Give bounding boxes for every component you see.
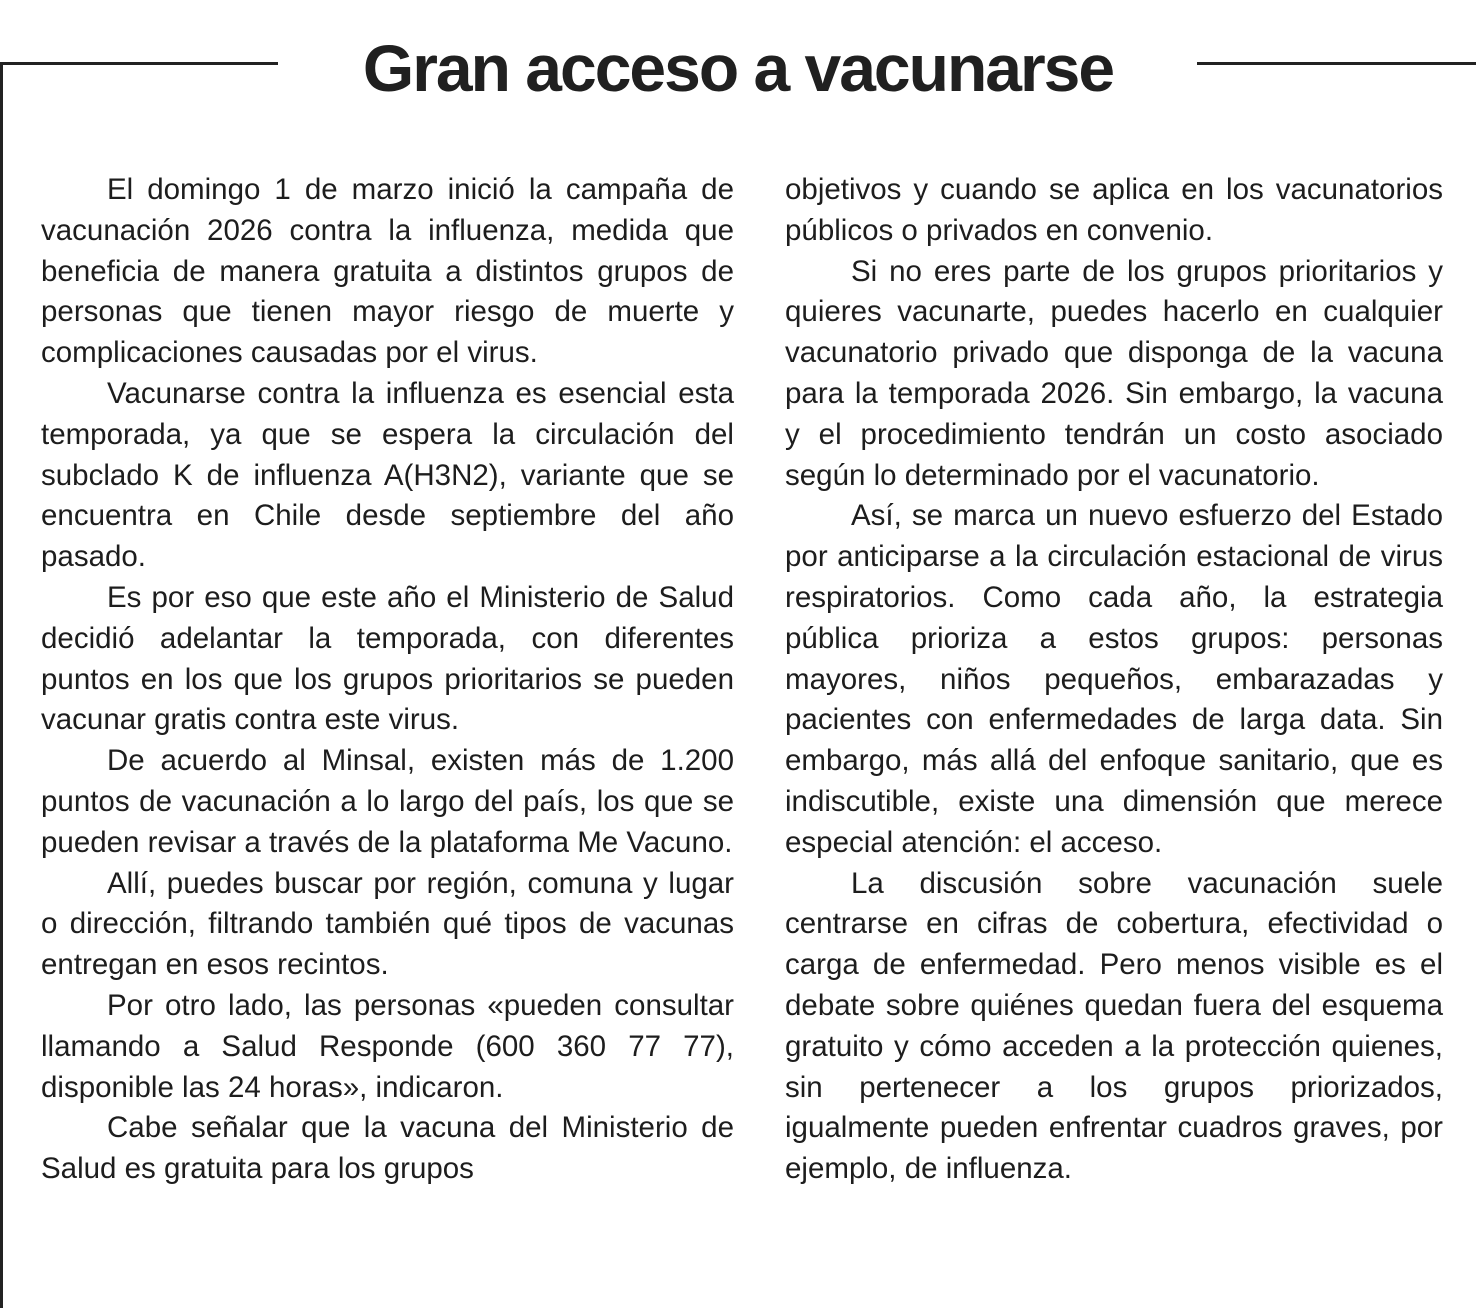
paragraph: Es por eso que este año el Ministerio de Salud decidió adelantar la temporada, con diferentes puntos en los que los grupos prioritarios se pueden vacunar gratis contra este virus. [41,580,734,737]
paragraph: Así, se marca un nuevo esfuerzo del Estado por anticiparse a la circulación estacional de virus respiratorios. Como cada año, la estrategia pública prioriza a estos grupos: personas mayores, niños pequeños, embarazadas y pacientes con enfermedades de larga data. Sin embargo, más allá del enfoque sanitario, que es indiscutible, existe una dimensión que merece especial atención: el acceso. [785,499,1443,859]
header-rule-left [0,62,278,65]
paragraph: Si no eres parte de los grupos prioritarios y quieres vacunarte, puedes hacerlo en cualquier vacunatorio privado que disponga de la vacuna para la temporada 2026. Sin embargo, la vacuna y el procedimiento tendrán un costo asociado según lo determinado por el vacunatorio. [785,254,1443,492]
frame-left-border [0,62,3,1308]
article-column-right [785,170,1443,1190]
paragraph: De acuerdo al Minsal, existen más de 1.200 puntos de vacunación a lo largo del país, los que se pueden revisar a través de la plataforma Me Vacuno. [41,744,734,859]
header-rule-right [1197,62,1476,65]
article-column-left [41,170,734,1190]
paragraph: Allí, puedes buscar por región, comuna y lugar o dirección, filtrando también qué tipos de vacunas entregan en esos recintos. [41,866,734,982]
paragraph: Por otro lado, las personas «pueden consultar llamando a Salud Responde (600 360 77 77), disponible las 24 horas», indicaron. [41,988,734,1104]
article-title: Gran acceso a vacunarse [362,31,1114,105]
paragraph: La discusión sobre vacunación suele centrarse en cifras de cobertura, efectividad o carga de enfermedad. Pero menos visible es el debate sobre quiénes quedan fuera del esquema gratuito y cómo acceden a la protección quienes, sin pertenecer a los grupos priorizados, igualmente pueden enfrentar cuadros graves, por ejemplo, de influenza. [785,866,1443,1186]
paragraph-continued: objetivos y cuando se aplica en los vacunatorios públicos o privados en convenio. [785,173,1443,247]
paragraph: Cabe señalar que la vacuna del Ministerio de Salud es gratuita para los grupos [41,1111,734,1186]
paragraph: Vacunarse contra la influenza es esencial esta temporada, ya que se espera la circulación del subclado K de influenza A(H3N2), variante que se encuentra en Chile desde septiembre del año pasado. [41,376,734,574]
paragraph: El domingo 1 de marzo inició la campaña de vacunación 2026 contra la influenza, medida que beneficia de manera gratuita a distintos grupos de personas que tienen mayor riesgo de muerte y complicaciones causadas por el virus. [41,173,734,370]
